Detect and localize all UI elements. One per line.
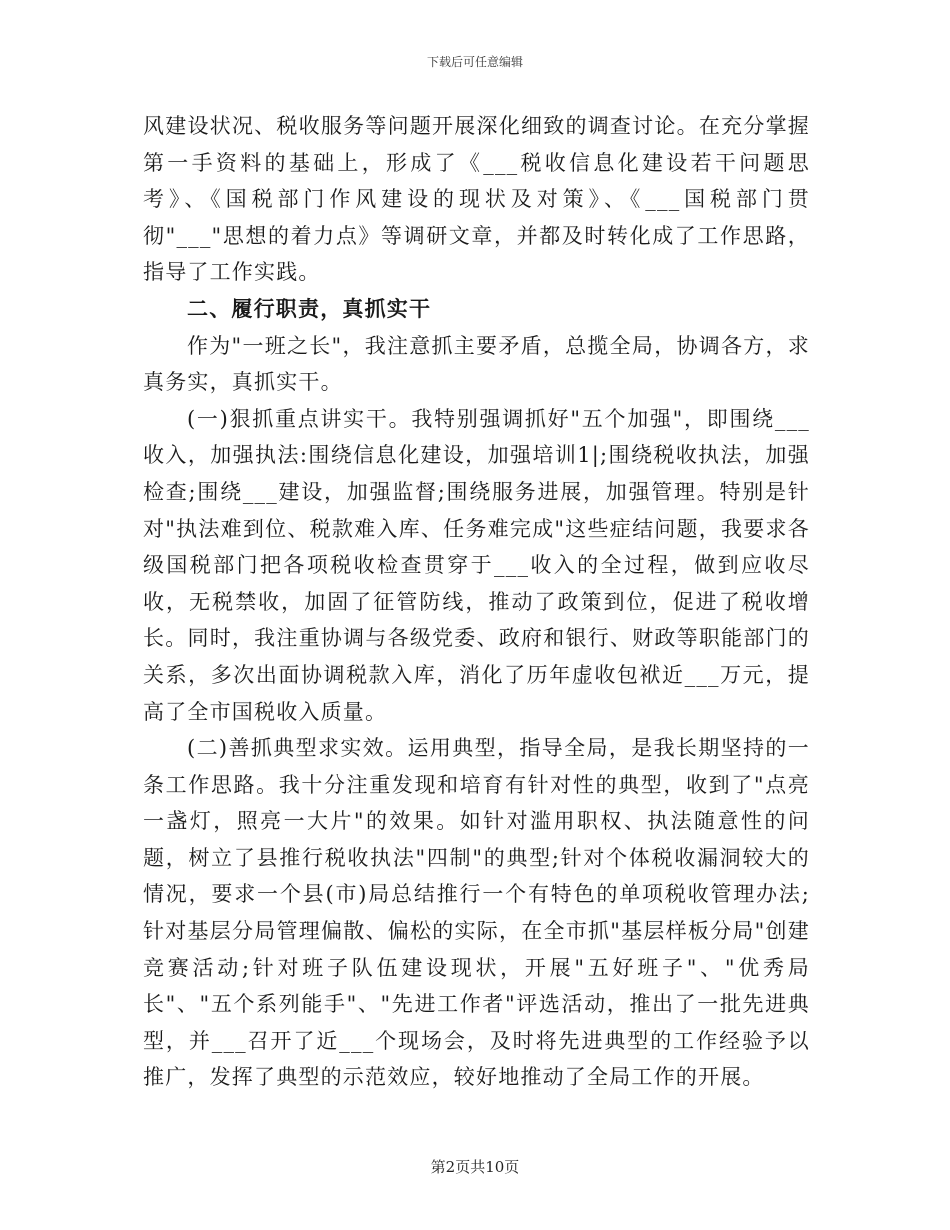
- paragraph-research-results: 风建设状况、税收服务等问题开展深化细致的调查讨论。在充分掌握第一手资料的基础上，形成了《___税收信息化建设若干问题思考》、《国税部门作风建设的现状及对策》、《___国税部门贯彻"___"思想的着力点》等调研文章，并都及时转化成了工作思路，指导了工作实践。: [143, 114, 810, 285]
- paragraph-typical-examples: (二)善抓典型求实效。运用典型，指导全局，是我长期坚持的一条工作思路。我十分注重发现和培育有针对性的典型，收到了"点亮一盏灯，照亮一大片"的效果。如针对滥用职权、执法随意性的问题，树立了县推行税收执法"四制"的典型;针对个体税收漏洞较大的情况，要求一个县(市)局总结推行一个有特色的单项税收管理办法;针对基层分局管理偏散、偏松的实际，在全市抓"基层样板分局"创建竞赛活动;针对班子队伍建设现状，开展"五好班子"、"优秀局长"、"五个系列能手"、"先进工作者"评选活动，推出了一批先进典型，并___召开了近___个现场会，及时将先进典型的工作经验予以推广，发挥了典型的示范效应，较好地推动了全局工作的开展。: [143, 736, 810, 1090]
- section-heading-2: 二、履行职责，真抓实干: [187, 295, 432, 321]
- page-footer-pagination: 第2页共10页: [430, 1158, 520, 1176]
- paragraph-leadership: 作为"一班之长"，我注意抓主要矛盾，总揽全局，协调各方，求真务实，真抓实干。: [143, 333, 810, 395]
- page-header-note: 下载后可任意编辑: [426, 55, 523, 69]
- document-body: [143, 108, 810, 1096]
- paragraph-key-points: (一)狠抓重点讲实干。我特别强调抓好"五个加强"，即围绕___收入，加强执法:围绕信息化建设，加强培训1|;围绕税收执法，加强检查;围绕___建设，加强监督;围绕服务进展，加强管理。特别是针对"执法难到位、税款难入库、任务难完成"这些症结问题，我要求各级国税部门把各项税收检查贯穿于___收入的全过程，做到应收尽收，无税禁收，加固了征管防线，推动了政策到位，促进了税收增长。同时，我注重协调与各级党委、政府和银行、财政等职能部门的关系，多次出面协调税款入库，消化了历年虚收包袱近___万元，提高了全市国税收入质量。: [143, 406, 810, 724]
